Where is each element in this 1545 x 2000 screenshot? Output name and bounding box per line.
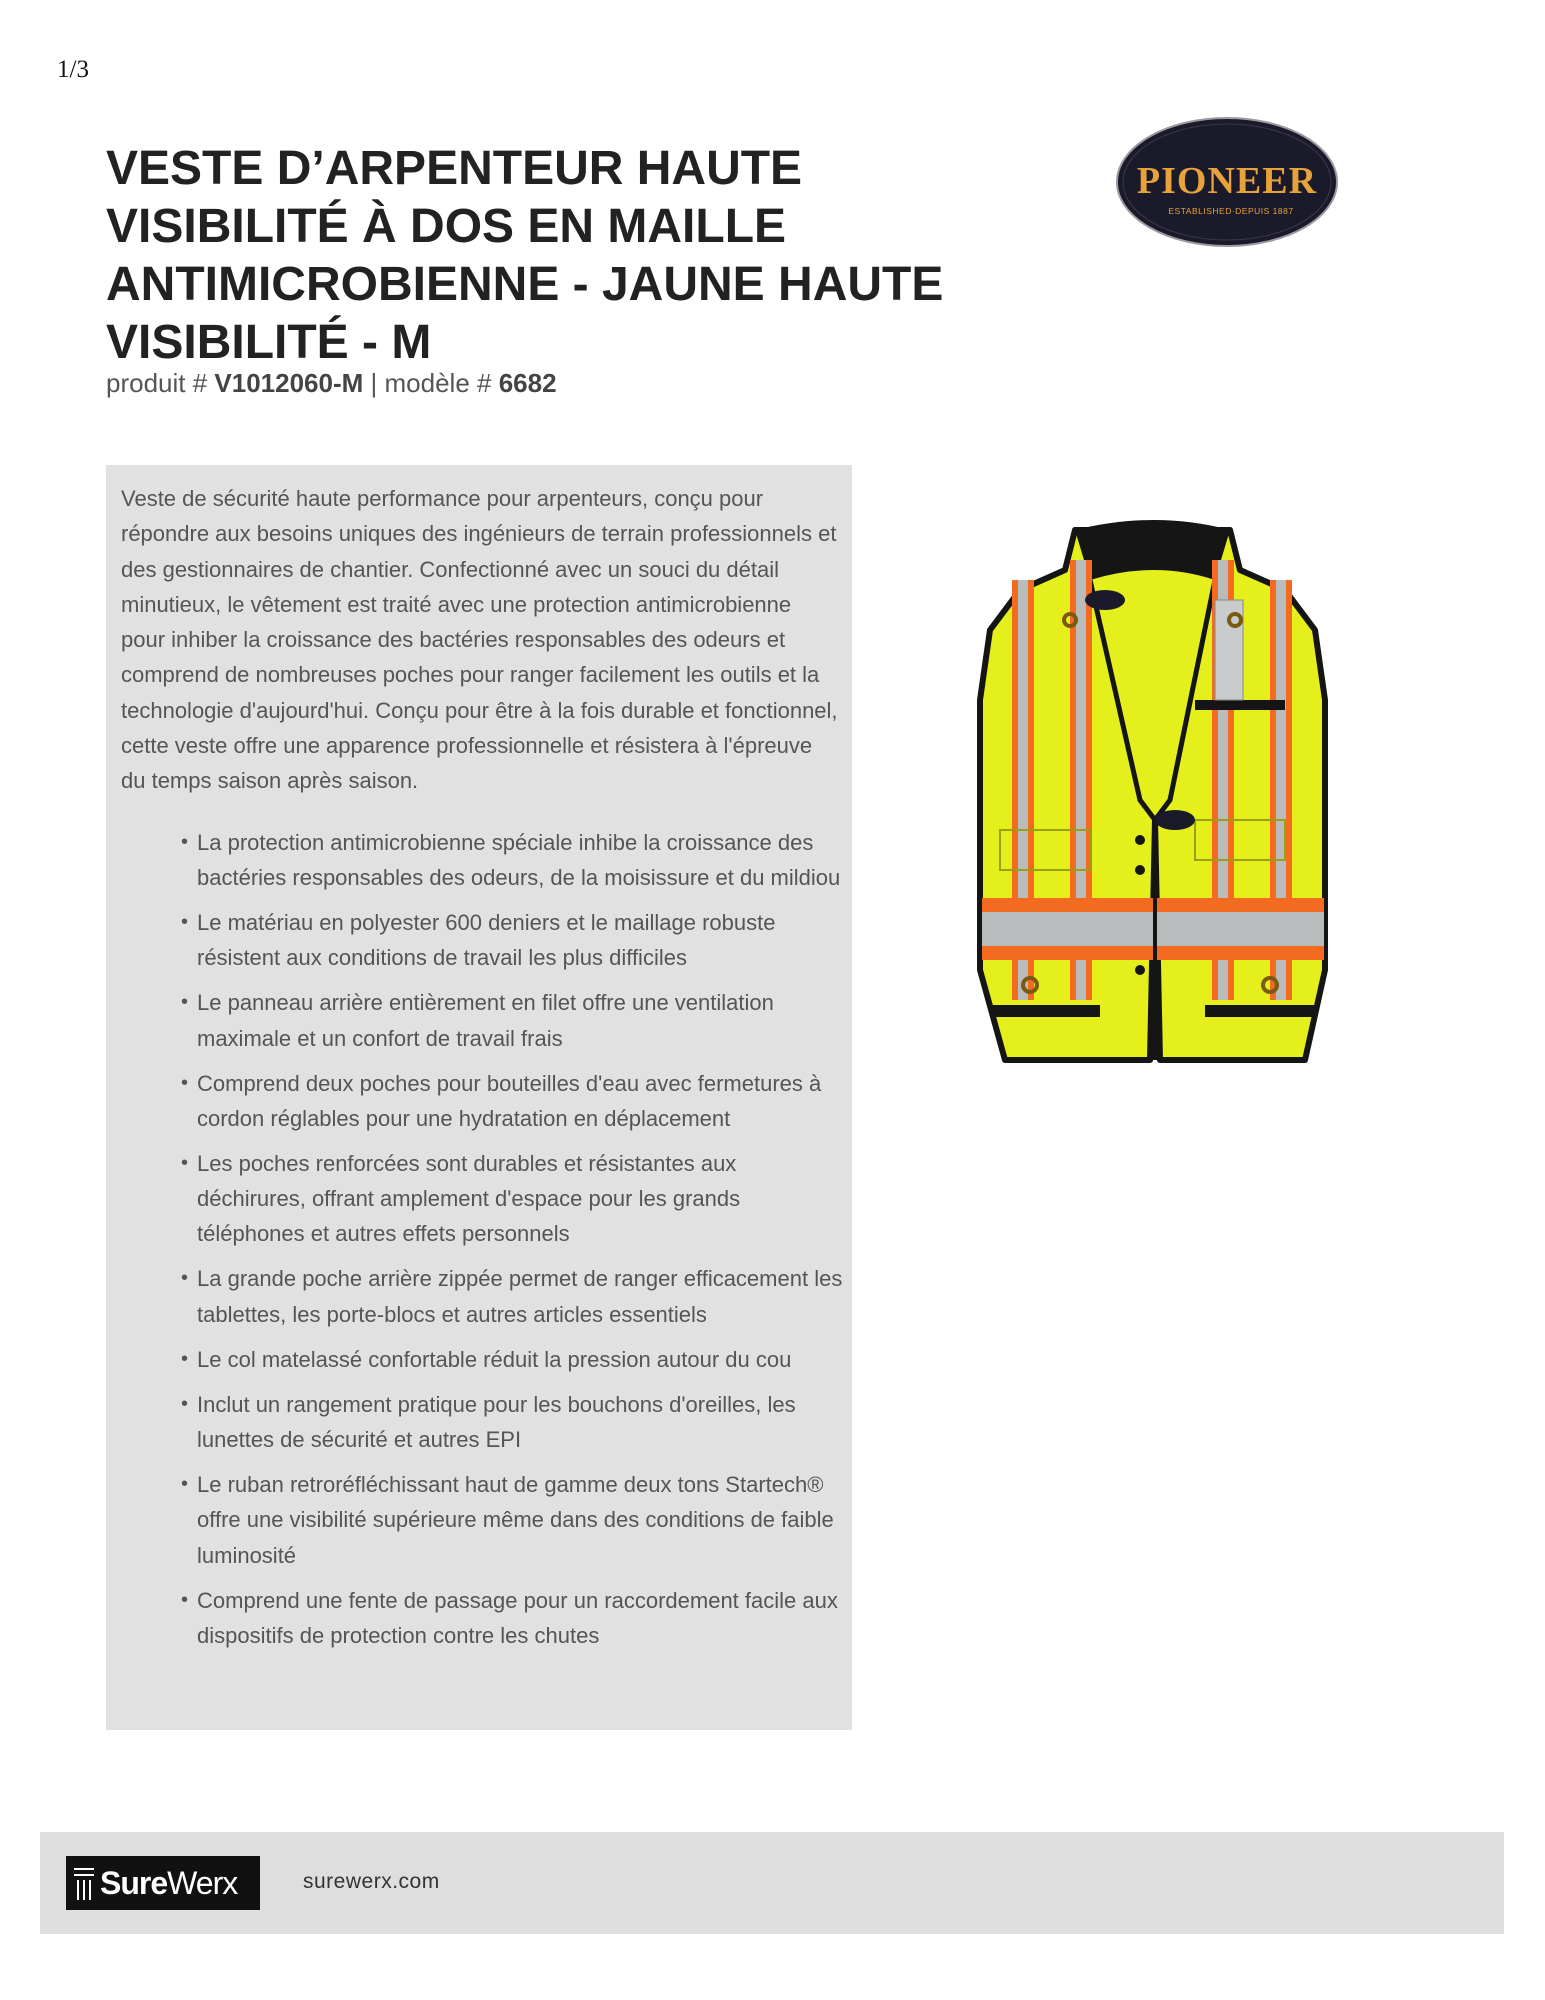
- surewerx-logo: [66, 1856, 260, 1910]
- list-item: • Inclut un rangement pratique pour les bouchons d'oreilles, les lunettes de sécurité et autres EPI: [181, 1387, 845, 1458]
- list-item: • Le matériau en polyester 600 deniers et le maillage robuste résistent aux conditions de travail les plus difficiles: [181, 905, 845, 976]
- list-item: • Le panneau arrière entièrement en filet offre une ventilation maximale et un confort de travail frais: [181, 985, 845, 1056]
- pioneer-logo-wordmark: PIONEER: [1136, 160, 1318, 202]
- footer: [40, 1832, 1504, 1934]
- list-item: • Comprend deux poches pour bouteilles d'eau avec fermetures à cordon réglables pour une hydratation en déplacement: [181, 1066, 845, 1137]
- description-text: Veste de sécurité haute performance pour arpenteurs, conçu pour répondre aux besoins uniques des ingénieurs de terrain professionnels et des gestionnaires de chantier. Confectionné avec un souci du détail minutieux, le vêtement est traité avec une protection antimicrobienne pour inhiber la croissance des bactéries responsables des odeurs et comprend de nombreuses poches pour ranger facilement les outils et la technologie d'aujourd'hui. Conçu pour être à la fois durable et fonctionnel, cette veste offre une apparence professionnelle et résistera à l'épreuve du temps saison après saison.: [121, 486, 838, 794]
- surewerx-sure: Sure: [100, 1865, 168, 1901]
- surewerx-mark-icon: [74, 1868, 94, 1900]
- list-item: • La protection antimicrobienne spéciale inhibe la croissance des bactéries responsables des odeurs, de la moisissure et du mildiou: [181, 825, 845, 896]
- product-title: VESTE D’ARPENTEUR HAUTE VISIBILITÉ À DOS EN MAILLE ANTIMICROBIENNE - JAUNE HAUTE VISIBILITÉ - M: [106, 142, 944, 369]
- hi-vis-vest-image: [960, 520, 1350, 1070]
- surewerx-wordmark: [100, 1864, 237, 1902]
- list-item: • Le col matelassé confortable réduit la pression autour du cou: [181, 1342, 845, 1377]
- feature-list: [121, 825, 845, 1653]
- pioneer-logo: [1115, 116, 1340, 248]
- product-label: produit #: [106, 368, 215, 398]
- list-item: • La grande poche arrière zippée permet de ranger efficacement les tablettes, les porte-blocs et autres articles essentiels: [181, 1261, 845, 1332]
- page-number: 1/3: [57, 56, 89, 83]
- model-label: modèle #: [384, 368, 499, 398]
- list-item: • Le ruban retroréfléchissant haut de gamme deux tons Startech® offre une visibilité supérieure même dans des conditions de faible luminosité: [181, 1467, 845, 1573]
- list-item: • Comprend une fente de passage pour un raccordement facile aux dispositifs de protection contre les chutes: [181, 1583, 845, 1654]
- pioneer-logo-tagline: ESTABLISHED·DEPUIS 1887: [1168, 206, 1294, 216]
- list-item: • Les poches renforcées sont durables et résistantes aux déchirures, offrant amplement d'espace pour les grands téléphones et autres effets personnels: [181, 1146, 845, 1252]
- separator: |: [363, 368, 385, 398]
- surewerx-werx: Werx: [167, 1865, 238, 1901]
- model-number: 6682: [498, 368, 557, 398]
- description-panel: [106, 465, 852, 1730]
- product-number: V1012060-M: [214, 368, 364, 398]
- product-identifiers: [106, 368, 557, 399]
- footer-url[interactable]: surewerx.com: [303, 1870, 440, 1893]
